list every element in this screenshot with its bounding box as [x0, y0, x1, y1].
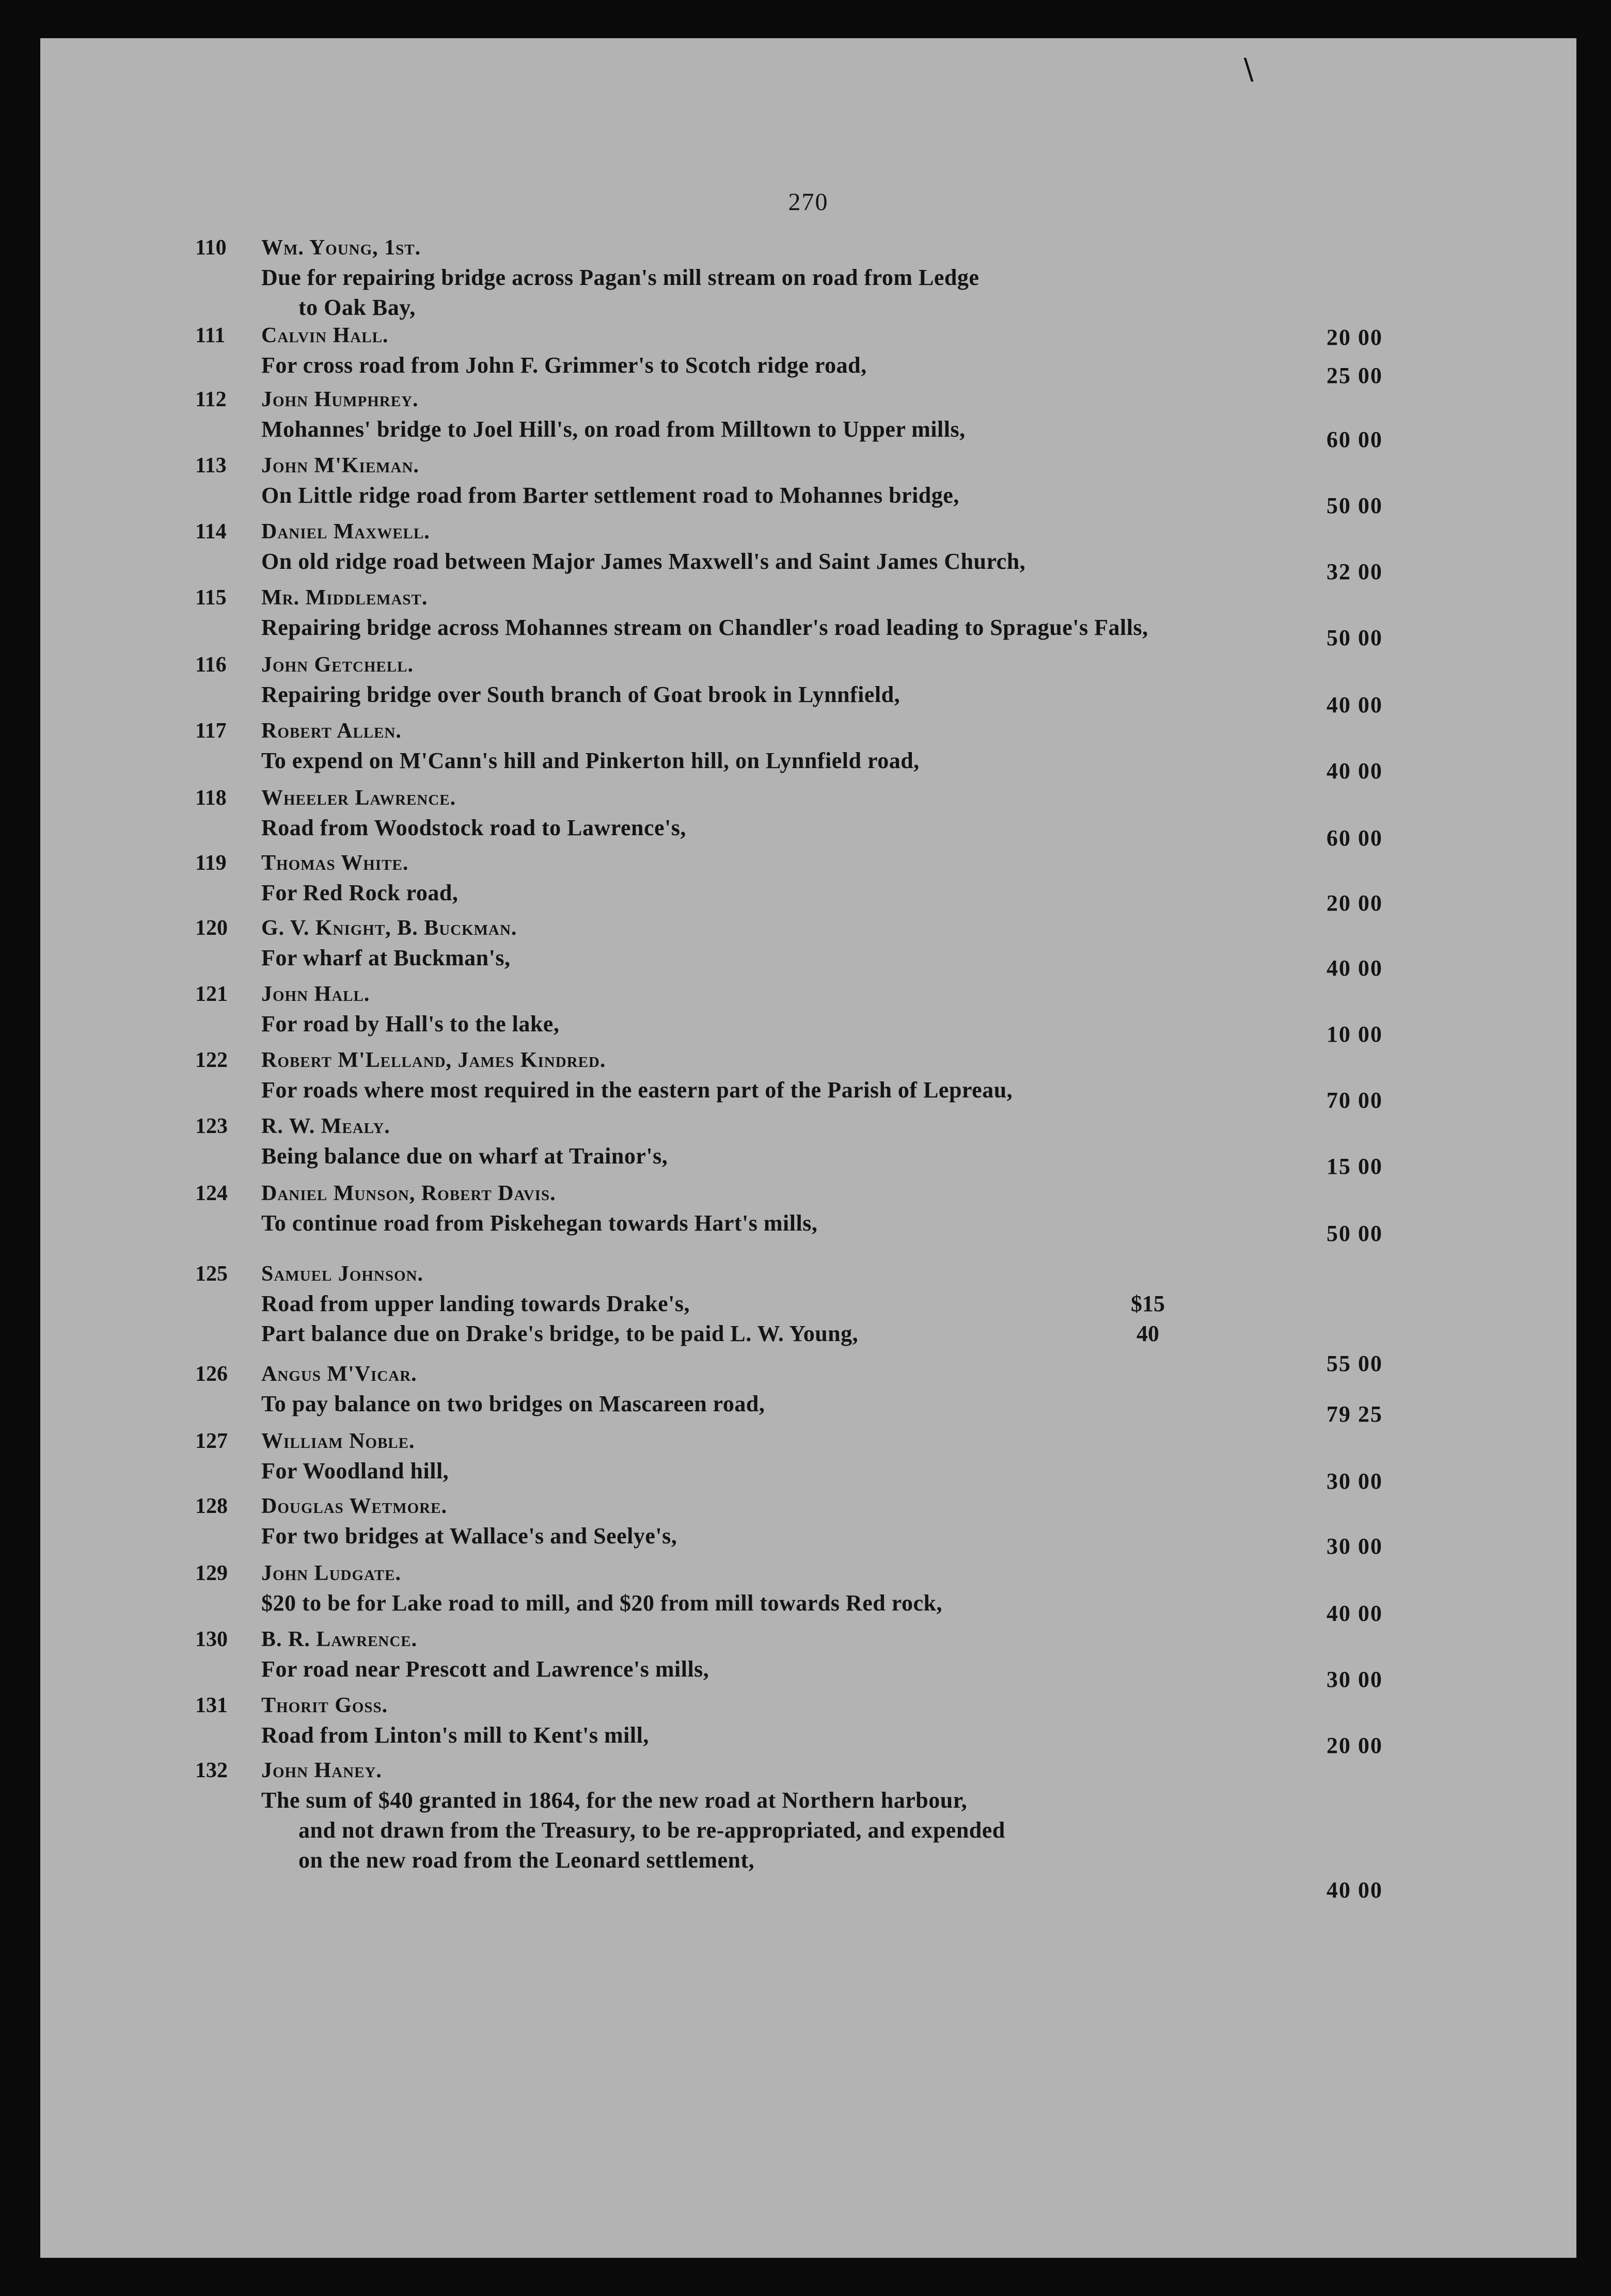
entry-name: John Hall. [261, 982, 370, 1006]
entry-description: For Woodland hill, [261, 1458, 449, 1484]
entry-amount: 40 00 [1326, 955, 1383, 981]
document-page [40, 38, 1576, 2258]
entry-number: 128 [195, 1494, 228, 1518]
entry-number: 120 [195, 916, 228, 940]
entry-description: For roads where most required in the eastern part of the Parish of Lepreau, [261, 1077, 1013, 1103]
entry-number: 112 [195, 388, 227, 411]
entry-amount: 60 00 [1326, 427, 1383, 452]
entry-name: Robert M'Lelland, James Kindred. [261, 1048, 606, 1072]
entry-name: Samuel Johnson. [261, 1262, 423, 1286]
entry-amount: 40 00 [1326, 1877, 1383, 1903]
entry-number: 124 [195, 1182, 228, 1205]
entry-name: Mr. Middlemast. [261, 586, 428, 610]
entry-number: 132 [195, 1759, 228, 1782]
entry-amount: 30 00 [1326, 1667, 1383, 1692]
entry-name: B. R. Lawrence. [261, 1628, 418, 1651]
entry-amount: 40 00 [1326, 758, 1383, 784]
entry-description: On Little ridge road from Barter settlement road to Mohannes bridge, [261, 483, 959, 508]
entry-name: John Getchell. [261, 653, 414, 677]
entry-description: For two bridges at Wallace's and Seelye's, [261, 1523, 677, 1549]
entry-number: 116 [195, 653, 227, 677]
entry-name: John Humphrey. [261, 388, 419, 411]
entry-description: on the new road from the Leonard settlement, [298, 1847, 755, 1873]
entry-number: 119 [195, 851, 227, 875]
entry-number: 126 [195, 1362, 228, 1386]
entry-number: 115 [195, 586, 227, 610]
entry-number: 125 [195, 1262, 228, 1286]
entry-amount: 70 00 [1326, 1088, 1383, 1113]
entry-description: For road by Hall's to the lake, [261, 1011, 560, 1037]
entry-number: 121 [195, 982, 228, 1006]
entry-amount: 15 00 [1326, 1154, 1383, 1179]
entry-name: William Noble. [261, 1429, 415, 1453]
entry-number: 127 [195, 1429, 228, 1453]
entry-name: Douglas Wetmore. [261, 1494, 447, 1518]
entry-description: Road from upper landing towards Drake's, [261, 1291, 690, 1316]
entry-amount: 20 00 [1326, 1733, 1383, 1758]
entry-name: Robert Allen. [261, 719, 402, 743]
entry-description: Repairing bridge across Mohannes stream on Chandler's road leading to Sprague's Falls, [261, 615, 1148, 640]
entry-name: Thomas White. [261, 851, 409, 875]
entry-description: To expend on M'Cann's hill and Pinkerton hill, on Lynnfield road, [261, 748, 920, 773]
entry-amount: 32 00 [1326, 559, 1383, 584]
scan-edge-mark [0, 268, 31, 444]
entry-number: 122 [195, 1048, 228, 1072]
entry-number: 114 [195, 520, 227, 544]
entry-description: To continue road from Piskehegan towards Hart's mills, [261, 1210, 818, 1236]
entry-number: 123 [195, 1114, 228, 1138]
entry-amount: 60 00 [1326, 825, 1383, 851]
entry-name: Wheeler Lawrence. [261, 786, 456, 810]
entry-number: 110 [195, 236, 227, 260]
entry-amount: 30 00 [1326, 1469, 1383, 1494]
entry-amount: 10 00 [1326, 1022, 1383, 1047]
entry-name: Angus M'Vicar. [261, 1362, 417, 1386]
entry-name: John M'Kieman. [261, 454, 419, 477]
entry-number: 130 [195, 1628, 228, 1651]
entry-name: John Haney. [261, 1759, 382, 1782]
entry-name: R. W. Mealy. [261, 1114, 390, 1138]
entry-amount: 20 00 [1326, 325, 1383, 350]
entry-number: 118 [195, 786, 227, 810]
entry-amount: 20 00 [1326, 890, 1383, 916]
entry-amount: 30 00 [1326, 1534, 1383, 1559]
entry-name: John Ludgate. [261, 1561, 401, 1585]
entry-amount: 55 00 [1326, 1351, 1383, 1376]
entry-amount: 25 00 [1326, 363, 1383, 388]
entry-description: Road from Woodstock road to Lawrence's, [261, 815, 686, 840]
entry-name: Thorit Goss. [261, 1694, 388, 1717]
page-number: 270 [788, 188, 829, 216]
entry-description: On old ridge road between Major James Maxwell's and Saint James Church, [261, 549, 1026, 574]
entry-amount: 40 00 [1326, 1601, 1383, 1626]
entry-description: Part balance due on Drake's bridge, to be paid L. W. Young, [261, 1321, 859, 1346]
entry-description: $20 to be for Lake road to mill, and $20 from mill towards Red rock, [261, 1590, 942, 1616]
entry-description: to Oak Bay, [298, 295, 416, 320]
entry-description: To pay balance on two bridges on Mascareen road, [261, 1391, 765, 1416]
entry-description: Repairing bridge over South branch of Goat brook in Lynnfield, [261, 682, 901, 707]
entry-amount: 79 25 [1326, 1401, 1383, 1427]
entry-description: Due for repairing bridge across Pagan's mill stream on road from Ledge [261, 265, 980, 290]
entry-number: 129 [195, 1561, 228, 1585]
entry-name: Wm. Young, 1st. [261, 236, 421, 260]
entry-description: For Red Rock road, [261, 880, 459, 905]
appropriation-list [40, 38, 1576, 2258]
entry-description: Being balance due on wharf at Trainor's, [261, 1143, 668, 1169]
entry-number: 131 [195, 1694, 228, 1717]
entry-name: Daniel Maxwell. [261, 520, 430, 544]
entry-name: G. V. Knight, B. Buckman. [261, 916, 517, 940]
entry-description: For wharf at Buckman's, [261, 945, 511, 970]
entry-name: Daniel Munson, Robert Davis. [261, 1182, 556, 1205]
entry-amount: 50 00 [1326, 625, 1383, 650]
sub-amount: 40 [1136, 1321, 1159, 1346]
entry-description: For road near Prescott and Lawrence's mills, [261, 1656, 709, 1682]
entry-number: 111 [195, 324, 226, 347]
entry-amount: 40 00 [1326, 692, 1383, 718]
entry-number: 113 [195, 454, 227, 477]
entry-description: Mohannes' bridge to Joel Hill's, on road from Milltown to Upper mills, [261, 417, 966, 442]
entry-description: Road from Linton's mill to Kent's mill, [261, 1723, 649, 1748]
sub-amount: $15 [1131, 1291, 1165, 1316]
entry-description: The sum of $40 granted in 1864, for the new road at Northern harbour, [261, 1788, 968, 1813]
entry-description: For cross road from John F. Grimmer's to Scotch ridge road, [261, 353, 867, 378]
corner-mark: ∖ [1238, 55, 1257, 87]
entry-number: 117 [195, 719, 227, 743]
entry-amount: 50 00 [1326, 493, 1383, 518]
entry-name: Calvin Hall. [261, 324, 389, 347]
entry-amount: 50 00 [1326, 1221, 1383, 1246]
entry-description: and not drawn from the Treasury, to be re-appropriated, and expended [298, 1817, 1005, 1843]
